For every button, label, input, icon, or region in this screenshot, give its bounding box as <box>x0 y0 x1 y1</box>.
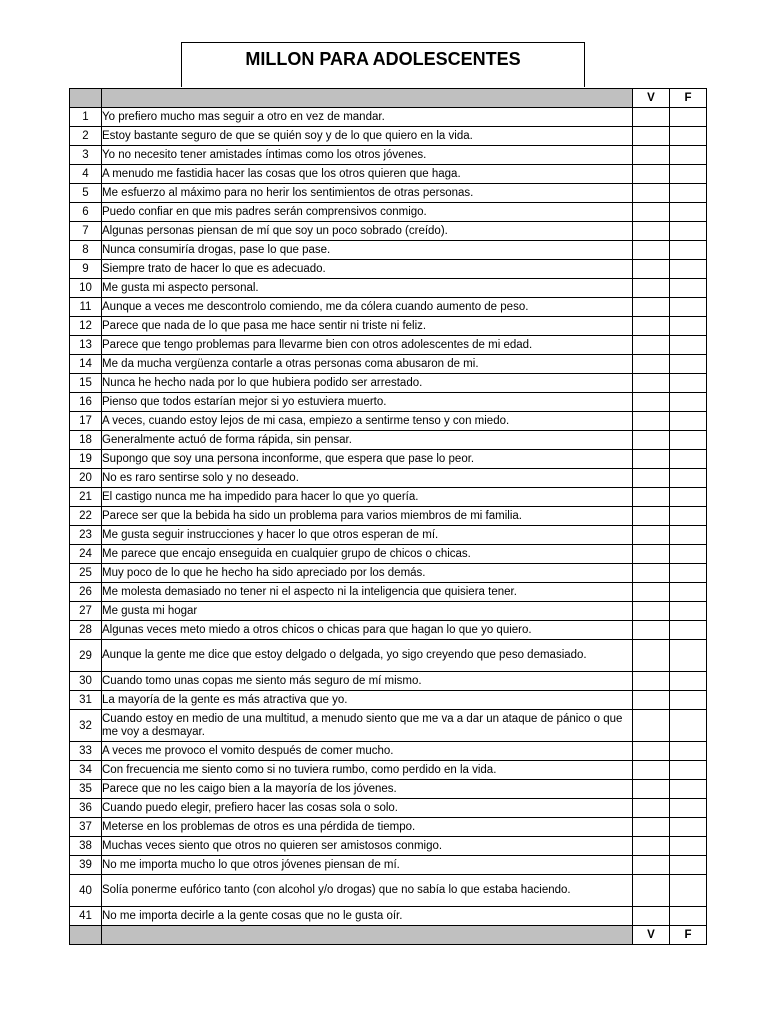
question-number: 24 <box>70 545 102 564</box>
answer-f-cell[interactable] <box>670 907 707 926</box>
question-number: 18 <box>70 431 102 450</box>
answer-v-cell[interactable] <box>633 691 670 710</box>
question-row <box>70 336 707 355</box>
question-text: Me parece que encajo enseguida en cualquier grupo de chicos o chicas. <box>102 545 633 564</box>
answer-v-cell[interactable] <box>633 374 670 393</box>
question-row <box>70 507 707 526</box>
answer-f-cell[interactable] <box>670 875 707 907</box>
question-number: 19 <box>70 450 102 469</box>
question-row <box>70 488 707 507</box>
question-number: 17 <box>70 412 102 431</box>
question-number: 11 <box>70 298 102 317</box>
answer-v-cell[interactable] <box>633 818 670 837</box>
question-text: Cuando tomo unas copas me siento más seguro de mí mismo. <box>102 672 633 691</box>
question-row <box>70 780 707 799</box>
question-number: 22 <box>70 507 102 526</box>
question-text: Aunque la gente me dice que estoy delgado o delgada, yo sigo creyendo que peso demasiado. <box>102 640 633 672</box>
question-text: Aunque a veces me descontrolo comiendo, me da cólera cuando aumento de peso. <box>102 298 633 317</box>
question-row <box>70 907 707 926</box>
question-row <box>70 431 707 450</box>
question-number: 29 <box>70 640 102 672</box>
question-number: 28 <box>70 621 102 640</box>
question-text: El castigo nunca me ha impedido para hacer lo que yo quería. <box>102 488 633 507</box>
question-number: 6 <box>70 203 102 222</box>
question-text: Parece que tengo problemas para llevarme bien con otros adolescentes de mi edad. <box>102 336 633 355</box>
question-number: 40 <box>70 875 102 907</box>
answer-f-cell[interactable] <box>670 355 707 374</box>
question-text: Me esfuerzo al máximo para no herir los sentimientos de otras personas. <box>102 184 633 203</box>
question-text: Solía ponerme eufórico tanto (con alcohol y/o drogas) que no sabía lo que estaba haciendo. <box>102 875 633 907</box>
question-number: 36 <box>70 799 102 818</box>
page-title: MILLON PARA ADOLESCENTES <box>245 49 521 69</box>
answer-v-cell[interactable] <box>633 602 670 621</box>
question-number: 39 <box>70 856 102 875</box>
question-row <box>70 761 707 780</box>
question-row <box>70 799 707 818</box>
question-text: Me da mucha vergüenza contarle a otras personas coma abusaron de mi. <box>102 355 633 374</box>
answer-f-cell[interactable] <box>670 583 707 602</box>
question-text: Parece ser que la bebida ha sido un problema para varios miembros de mi familia. <box>102 507 633 526</box>
answer-f-cell[interactable] <box>670 564 707 583</box>
answer-f-cell[interactable] <box>670 317 707 336</box>
question-number: 33 <box>70 742 102 761</box>
question-text: A veces, cuando estoy lejos de mi casa, empiezo a sentirme tenso y con miedo. <box>102 412 633 431</box>
answer-v-cell[interactable] <box>633 260 670 279</box>
answer-v-cell[interactable] <box>633 203 670 222</box>
question-row <box>70 108 707 127</box>
answer-f-cell[interactable] <box>670 799 707 818</box>
question-row <box>70 260 707 279</box>
question-row <box>70 875 707 907</box>
question-row <box>70 279 707 298</box>
question-row <box>70 374 707 393</box>
question-text: Yo no necesito tener amistades íntimas como los otros jóvenes. <box>102 146 633 165</box>
question-row <box>70 355 707 374</box>
header-v-label: V <box>633 89 670 108</box>
answer-v-cell[interactable] <box>633 165 670 184</box>
question-number: 25 <box>70 564 102 583</box>
title-box <box>181 42 585 87</box>
question-text: Generalmente actuó de forma rápida, sin pensar. <box>102 431 633 450</box>
answer-v-cell[interactable] <box>633 545 670 564</box>
answer-v-cell[interactable] <box>633 564 670 583</box>
answer-f-cell[interactable] <box>670 393 707 412</box>
question-number: 30 <box>70 672 102 691</box>
footer-text-cell <box>102 926 633 945</box>
header-f-label: F <box>670 89 707 108</box>
question-row <box>70 640 707 672</box>
answer-f-cell[interactable] <box>670 856 707 875</box>
answer-f-cell[interactable] <box>670 279 707 298</box>
answer-f-cell[interactable] <box>670 526 707 545</box>
question-number: 4 <box>70 165 102 184</box>
question-number: 15 <box>70 374 102 393</box>
question-text: A menudo me fastidia hacer las cosas que los otros quieren que haga. <box>102 165 633 184</box>
question-number: 7 <box>70 222 102 241</box>
answer-f-cell[interactable] <box>670 818 707 837</box>
answer-f-cell[interactable] <box>670 710 707 742</box>
footer-row <box>70 926 707 945</box>
question-row <box>70 165 707 184</box>
answer-f-cell[interactable] <box>670 298 707 317</box>
answer-v-cell[interactable] <box>633 450 670 469</box>
answer-f-cell[interactable] <box>670 837 707 856</box>
question-number: 37 <box>70 818 102 837</box>
question-text: Con frecuencia me siento como si no tuviera rumbo, como perdido en la vida. <box>102 761 633 780</box>
answer-v-cell[interactable] <box>633 672 670 691</box>
footer-num-cell <box>70 926 102 945</box>
question-text: Muy poco de lo que he hecho ha sido apreciado por los demás. <box>102 564 633 583</box>
answer-f-cell[interactable] <box>670 165 707 184</box>
question-number: 13 <box>70 336 102 355</box>
answer-f-cell[interactable] <box>670 336 707 355</box>
question-text: A veces me provoco el vomito después de comer mucho. <box>102 742 633 761</box>
question-number: 3 <box>70 146 102 165</box>
question-row <box>70 742 707 761</box>
question-row <box>70 856 707 875</box>
question-number: 21 <box>70 488 102 507</box>
question-text: No me importa decirle a la gente cosas que no le gusta oír. <box>102 907 633 926</box>
question-number: 5 <box>70 184 102 203</box>
answer-v-cell[interactable] <box>633 856 670 875</box>
question-text: Algunas personas piensan de mí que soy un poco sobrado (creído). <box>102 222 633 241</box>
question-row <box>70 184 707 203</box>
question-row <box>70 710 707 742</box>
question-text: Me gusta mi hogar <box>102 602 633 621</box>
answer-v-cell[interactable] <box>633 355 670 374</box>
answer-v-cell[interactable] <box>633 742 670 761</box>
answer-v-cell[interactable] <box>633 710 670 742</box>
question-row <box>70 526 707 545</box>
question-text: Siempre trato de hacer lo que es adecuado. <box>102 260 633 279</box>
answer-v-cell[interactable] <box>633 317 670 336</box>
answer-v-cell[interactable] <box>633 799 670 818</box>
question-text: Me gusta seguir instrucciones y hacer lo que otros esperan de mí. <box>102 526 633 545</box>
questionnaire-table <box>69 88 707 945</box>
answer-v-cell[interactable] <box>633 393 670 412</box>
answer-f-cell[interactable] <box>670 780 707 799</box>
answer-v-cell[interactable] <box>633 336 670 355</box>
question-row <box>70 393 707 412</box>
answer-f-cell[interactable] <box>670 241 707 260</box>
answer-v-cell[interactable] <box>633 621 670 640</box>
answer-f-cell[interactable] <box>670 431 707 450</box>
question-text: Puedo confiar en que mis padres serán comprensivos conmigo. <box>102 203 633 222</box>
question-text: Meterse en los problemas de otros es una pérdida de tiempo. <box>102 818 633 837</box>
question-number: 23 <box>70 526 102 545</box>
question-number: 12 <box>70 317 102 336</box>
question-row <box>70 222 707 241</box>
question-row <box>70 203 707 222</box>
question-row <box>70 146 707 165</box>
question-number: 32 <box>70 710 102 742</box>
answer-v-cell[interactable] <box>633 298 670 317</box>
question-number: 14 <box>70 355 102 374</box>
answer-v-cell[interactable] <box>633 640 670 672</box>
question-row <box>70 672 707 691</box>
question-text: Supongo que soy una persona inconforme, que espera que pase lo peor. <box>102 450 633 469</box>
question-row <box>70 469 707 488</box>
answer-f-cell[interactable] <box>670 761 707 780</box>
question-row <box>70 691 707 710</box>
answer-f-cell[interactable] <box>670 108 707 127</box>
answer-v-cell[interactable] <box>633 431 670 450</box>
question-row <box>70 298 707 317</box>
answer-f-cell[interactable] <box>670 545 707 564</box>
answer-f-cell[interactable] <box>670 742 707 761</box>
question-text: Cuando puedo elegir, prefiero hacer las cosas sola o solo. <box>102 799 633 818</box>
question-text: Me molesta demasiado no tener ni el aspecto ni la inteligencia que quisiera tener. <box>102 583 633 602</box>
question-number: 9 <box>70 260 102 279</box>
question-row <box>70 837 707 856</box>
footer-f-label: F <box>670 926 707 945</box>
answer-f-cell[interactable] <box>670 672 707 691</box>
answer-v-cell[interactable] <box>633 837 670 856</box>
question-number: 38 <box>70 837 102 856</box>
question-text: No me importa mucho lo que otros jóvenes piensan de mí. <box>102 856 633 875</box>
question-number: 20 <box>70 469 102 488</box>
answer-f-cell[interactable] <box>670 412 707 431</box>
header-text-cell <box>102 89 633 108</box>
question-row <box>70 241 707 260</box>
answer-v-cell[interactable] <box>633 146 670 165</box>
question-text: Muchas veces siento que otros no quieren ser amistosos conmigo. <box>102 837 633 856</box>
question-number: 27 <box>70 602 102 621</box>
question-text: Nunca he hecho nada por lo que hubiera podido ser arrestado. <box>102 374 633 393</box>
answer-v-cell[interactable] <box>633 507 670 526</box>
question-number: 26 <box>70 583 102 602</box>
answer-f-cell[interactable] <box>670 450 707 469</box>
question-number: 34 <box>70 761 102 780</box>
answer-f-cell[interactable] <box>670 507 707 526</box>
answer-f-cell[interactable] <box>670 374 707 393</box>
answer-v-cell[interactable] <box>633 526 670 545</box>
question-text: Pienso que todos estarían mejor si yo estuviera muerto. <box>102 393 633 412</box>
answer-v-cell[interactable] <box>633 241 670 260</box>
answer-f-cell[interactable] <box>670 260 707 279</box>
question-number: 10 <box>70 279 102 298</box>
footer-v-label: V <box>633 926 670 945</box>
answer-v-cell[interactable] <box>633 279 670 298</box>
question-number: 8 <box>70 241 102 260</box>
answer-v-cell[interactable] <box>633 222 670 241</box>
answer-v-cell[interactable] <box>633 875 670 907</box>
question-text: Yo prefiero mucho mas seguir a otro en vez de mandar. <box>102 108 633 127</box>
question-row <box>70 127 707 146</box>
header-num-cell <box>70 89 102 108</box>
answer-f-cell[interactable] <box>670 127 707 146</box>
answer-v-cell[interactable] <box>633 108 670 127</box>
answer-f-cell[interactable] <box>670 469 707 488</box>
question-row <box>70 412 707 431</box>
question-text: Parece que no les caigo bien a la mayoría de los jóvenes. <box>102 780 633 799</box>
question-row <box>70 602 707 621</box>
answer-v-cell[interactable] <box>633 412 670 431</box>
answer-v-cell[interactable] <box>633 184 670 203</box>
question-text: Cuando estoy en medio de una multitud, a menudo siento que me va a dar un ataque de pánico o que me voy a desmayar. <box>102 710 633 742</box>
answer-v-cell[interactable] <box>633 780 670 799</box>
question-number: 1 <box>70 108 102 127</box>
answer-f-cell[interactable] <box>670 146 707 165</box>
answer-f-cell[interactable] <box>670 602 707 621</box>
answer-v-cell[interactable] <box>633 127 670 146</box>
question-number: 2 <box>70 127 102 146</box>
answer-f-cell[interactable] <box>670 621 707 640</box>
question-row <box>70 818 707 837</box>
question-text: Parece que nada de lo que pasa me hace sentir ni triste ni feliz. <box>102 317 633 336</box>
answer-v-cell[interactable] <box>633 583 670 602</box>
question-text: No es raro sentirse solo y no deseado. <box>102 469 633 488</box>
question-row <box>70 583 707 602</box>
answer-f-cell[interactable] <box>670 691 707 710</box>
answer-f-cell[interactable] <box>670 203 707 222</box>
question-row <box>70 450 707 469</box>
question-text: Estoy bastante seguro de que se quién soy y de lo que quiero en la vida. <box>102 127 633 146</box>
answer-v-cell[interactable] <box>633 469 670 488</box>
question-row <box>70 317 707 336</box>
question-number: 35 <box>70 780 102 799</box>
question-row <box>70 621 707 640</box>
question-number: 31 <box>70 691 102 710</box>
answer-v-cell[interactable] <box>633 488 670 507</box>
answer-f-cell[interactable] <box>670 222 707 241</box>
answer-f-cell[interactable] <box>670 184 707 203</box>
answer-f-cell[interactable] <box>670 640 707 672</box>
header-row <box>70 89 707 108</box>
question-text: Me gusta mi aspecto personal. <box>102 279 633 298</box>
question-row <box>70 564 707 583</box>
answer-v-cell[interactable] <box>633 907 670 926</box>
answer-f-cell[interactable] <box>670 488 707 507</box>
question-text: Nunca consumiría drogas, pase lo que pase. <box>102 241 633 260</box>
answer-v-cell[interactable] <box>633 761 670 780</box>
question-number: 16 <box>70 393 102 412</box>
question-text: La mayoría de la gente es más atractiva que yo. <box>102 691 633 710</box>
question-text: Algunas veces meto miedo a otros chicos o chicas para que hagan lo que yo quiero. <box>102 621 633 640</box>
question-number: 41 <box>70 907 102 926</box>
question-row <box>70 545 707 564</box>
